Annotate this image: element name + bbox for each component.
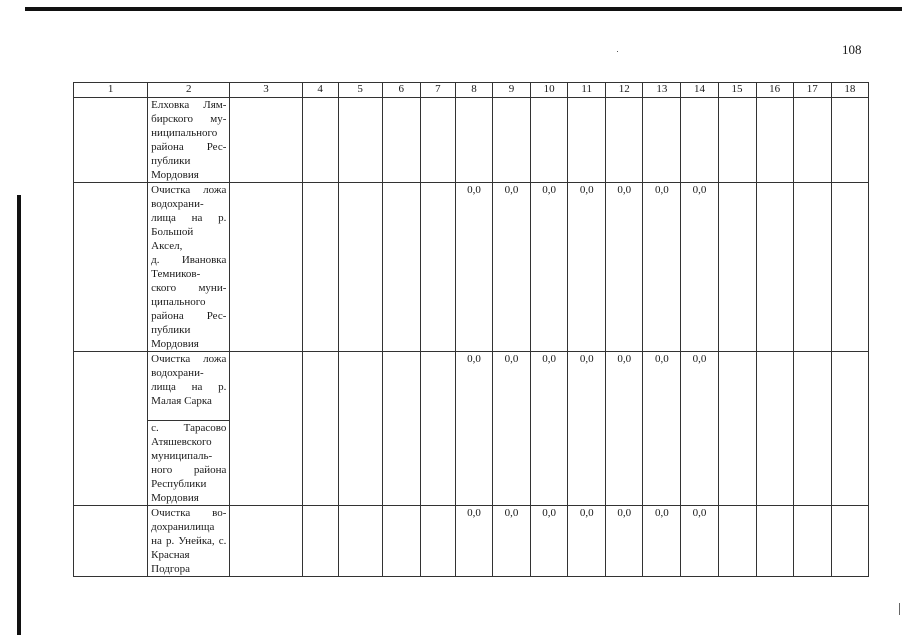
value-cell: 0,0	[681, 183, 718, 352]
name-line: с. Тарасово	[151, 422, 227, 434]
value-cell: 0,0	[681, 506, 718, 577]
name-line: с. Красная	[151, 535, 227, 561]
value-cell	[455, 98, 492, 183]
name-line: Атяшевского	[151, 436, 212, 448]
value-cell: 0,0	[643, 506, 681, 577]
column-header: 16	[756, 83, 793, 98]
table-cell	[793, 352, 831, 506]
table-cell	[74, 352, 148, 506]
data-table	[73, 82, 869, 577]
value-cell: 0,0	[455, 506, 492, 577]
table-cell	[382, 506, 420, 577]
table-cell	[793, 183, 831, 352]
name-line: Очистка ложа	[151, 184, 227, 196]
column-header: 1	[74, 83, 148, 98]
value-cell: 0,0	[568, 352, 606, 506]
table-cell	[74, 183, 148, 352]
name-line: р. Малая	[151, 381, 227, 407]
table-row	[74, 352, 869, 421]
value-cell	[606, 98, 643, 183]
value-cell	[531, 98, 568, 183]
table-cell	[302, 98, 338, 183]
table-cell	[793, 506, 831, 577]
column-header: 18	[831, 83, 868, 98]
table-cell	[74, 506, 148, 577]
table-cell	[230, 506, 302, 577]
object-name-cell-continued	[148, 421, 230, 506]
name-line: Мордовия	[151, 338, 199, 350]
value-cell: 0,0	[606, 183, 643, 352]
value-cell: 0,0	[643, 183, 681, 352]
name-line: ципального	[151, 296, 206, 308]
table-cell	[338, 506, 382, 577]
table-cell	[831, 98, 868, 183]
value-cell: 0,0	[531, 352, 568, 506]
name-line: Мордовия	[151, 169, 199, 181]
column-header: 9	[492, 83, 530, 98]
table-cell	[756, 506, 793, 577]
object-name-cell	[148, 183, 230, 352]
name-line: Очистка во-	[151, 507, 227, 519]
name-line: ского муни-	[151, 282, 227, 294]
table-cell	[718, 183, 756, 352]
name-line: лища на	[151, 381, 203, 393]
name-line: водохрани-	[151, 367, 204, 379]
column-header: 4	[302, 83, 338, 98]
name-line: ниципального	[151, 127, 218, 139]
object-name-cell	[148, 352, 230, 421]
table-cell	[420, 183, 455, 352]
name-line: д. Ивановка	[151, 254, 227, 266]
object-name-cell	[148, 98, 230, 183]
name-line: публики	[151, 155, 191, 167]
column-number-row	[74, 83, 869, 98]
value-cell	[568, 98, 606, 183]
name-line: Мордовия	[151, 492, 199, 504]
table-cell	[338, 183, 382, 352]
table-cell	[718, 98, 756, 183]
column-header: 14	[681, 83, 718, 98]
table-cell	[420, 98, 455, 183]
value-cell: 0,0	[455, 183, 492, 352]
top-border-rule	[25, 7, 902, 11]
column-header: 6	[382, 83, 420, 98]
column-header: 5	[338, 83, 382, 98]
name-line: Очистка ложа	[151, 353, 227, 365]
table-cell	[382, 98, 420, 183]
value-cell	[492, 98, 530, 183]
table-cell	[831, 183, 868, 352]
name-line: водохрани-	[151, 198, 204, 210]
table-cell	[420, 352, 455, 506]
column-header: 13	[643, 83, 681, 98]
column-header: 17	[793, 83, 831, 98]
name-line: Аксел,	[151, 240, 183, 252]
value-cell: 0,0	[492, 183, 530, 352]
table-cell	[756, 352, 793, 506]
object-name-cell	[148, 506, 230, 577]
column-header: 15	[718, 83, 756, 98]
value-cell: 0,0	[568, 183, 606, 352]
table-cell	[793, 98, 831, 183]
table-cell	[230, 352, 302, 506]
table-row	[74, 98, 869, 183]
name-line: Республики	[151, 478, 207, 490]
column-header: 8	[455, 83, 492, 98]
table-cell	[756, 98, 793, 183]
name-line: Сарка	[184, 395, 212, 407]
name-line: Подгора	[151, 563, 191, 575]
name-line: дохранилища	[151, 521, 215, 533]
table-row	[74, 183, 869, 352]
value-cell: 0,0	[531, 506, 568, 577]
scan-edge-mark	[899, 603, 900, 615]
name-line: публики	[151, 324, 191, 336]
table-cell	[382, 183, 420, 352]
table-cell	[831, 506, 868, 577]
name-line: р. Большой	[151, 212, 227, 238]
column-header: 11	[568, 83, 606, 98]
value-cell: 0,0	[568, 506, 606, 577]
column-header: 12	[606, 83, 643, 98]
value-cell: 0,0	[681, 352, 718, 506]
table-cell	[230, 98, 302, 183]
name-line: ного района	[151, 464, 227, 476]
value-cell: 0,0	[643, 352, 681, 506]
column-header: 7	[420, 83, 455, 98]
table-cell	[338, 352, 382, 506]
left-border-rule	[17, 195, 21, 635]
value-cell	[681, 98, 718, 183]
name-line: на р. Унейка,	[151, 535, 215, 547]
table-cell	[302, 183, 338, 352]
value-cell	[643, 98, 681, 183]
table-cell	[230, 183, 302, 352]
value-cell: 0,0	[606, 506, 643, 577]
value-cell: 0,0	[492, 352, 530, 506]
table-cell	[302, 352, 338, 506]
value-cell: 0,0	[531, 183, 568, 352]
name-line: района Рес-	[151, 310, 227, 322]
table-cell	[420, 506, 455, 577]
name-line: Темников-	[151, 268, 201, 280]
column-header: 10	[531, 83, 568, 98]
table-cell	[756, 183, 793, 352]
column-header: 2	[148, 83, 230, 98]
table-row	[74, 506, 869, 577]
table-cell	[74, 98, 148, 183]
column-header: 3	[230, 83, 302, 98]
scan-speck	[617, 51, 618, 52]
table-cell	[718, 506, 756, 577]
table-cell	[302, 506, 338, 577]
name-line: бирского му-	[151, 113, 227, 125]
table-cell	[718, 352, 756, 506]
table-cell	[831, 352, 868, 506]
value-cell: 0,0	[492, 506, 530, 577]
table-cell	[382, 352, 420, 506]
name-line: лища на	[151, 212, 203, 224]
value-cell: 0,0	[455, 352, 492, 506]
name-line: муниципаль-	[151, 450, 213, 462]
page-number: 108	[842, 42, 862, 57]
value-cell: 0,0	[606, 352, 643, 506]
table-cell	[338, 98, 382, 183]
name-line: Елховка Лям-	[151, 99, 227, 111]
name-line: района Рес-	[151, 141, 227, 153]
